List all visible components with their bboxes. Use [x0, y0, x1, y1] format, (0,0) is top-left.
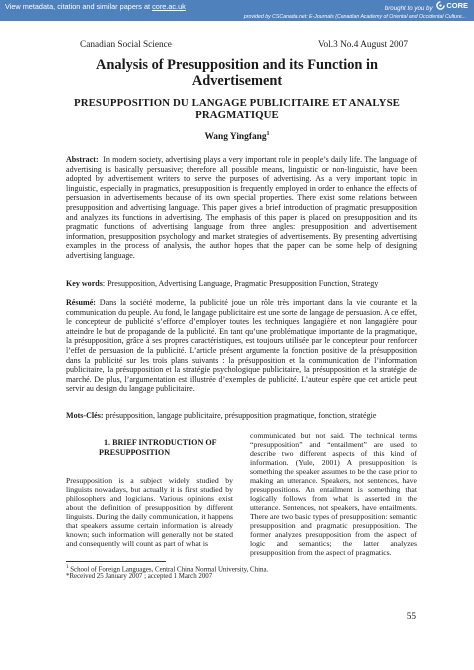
french-title-line1: PRESUPPOSITION DU LANGAGE PUBLICITAIRE ET ANALYSE: [74, 97, 400, 109]
french-title-line2: PRAGMATIQUE: [195, 109, 279, 122]
mots-cles: [66, 411, 417, 421]
section-heading-line2: PRESUPPOSITION: [99, 448, 171, 457]
page-number: 55: [406, 612, 416, 622]
mots-cles-text: présupposition, langage publicitaire, présupposition pragmatique, fonction, stratégie: [103, 411, 377, 420]
abstract-text: In modern society, advertising plays a very important role in people’s daily life. The language of advertising is basically persuasive; therefore all possible means, linguistic or non-linguistic, have been adopted by advertisement writers to serve the purposes of advertising. As a very important topic in linguistic, especially in pragmatics, presupposition is frequently employed in order to enhance the effects of persuasion in advertisements because of its own special properties. There exist some relations between presupposition and advertising language. This paper gives a brief introduction of pragmatic presupposition and analyzes its functions in advertising. The emphasis of this paper is placed on presupposition and its pragmatic functions of advertising language from three angles: presupposition and advertisement information, presupposition psychology and market strategies of advertisements. By presenting advertising examples in the process of analysis, the author hopes that the paper can be some help of designing advertising language.: [66, 155, 417, 260]
author: [60, 131, 414, 142]
section-heading-line1: 1. BRIEF INTRODUCTION OF: [104, 438, 217, 447]
paper-title: [60, 57, 414, 89]
running-header: [80, 40, 408, 50]
journal-issue: Vol.3 No.4 August 2007: [318, 40, 408, 50]
brought-by-label: brought to you by: [384, 5, 433, 12]
author-footnote-mark: 1: [266, 131, 270, 137]
core-logo[interactable]: [436, 1, 468, 10]
section-heading: [66, 438, 236, 458]
resume-label: Résumé:: [66, 298, 96, 307]
keywords-label: Key words: [66, 279, 103, 288]
abstract-label: Abstract:: [66, 155, 99, 164]
core-link[interactable]: core.ac.uk: [152, 2, 186, 11]
author-name: Wang Yingfang: [204, 132, 267, 143]
footnote-rule: [66, 561, 166, 562]
resume-text: Dans la société moderne, la publicité joue un rôle très important dans la vie courante et la communication du peuple. Au fond, le langage publicitaire est une sorte de langage de persuasion. A ce effet, le concepteur de publicité s’efforce d’employer toutes les techniques langagière et non langagière pour atteindre le but de propagande de la publicité. En tant qu’une problématique importante de la pragmatique, la présupposition, grâce à ses propres caractéristiques, est toujours utilisée par le concepteur pour renforcer l’effet de persuasion de la publicité. L’article présent argumente la fonction positive de la présupposition dans la publicité sur les trois plans suivants : la présupposition et la communication de l’information publicitaire, la présupposition et la stratégie psychologique publicitaire, la présupposition et la stratégie de marché. De plus, l’argumentation est illustrée d’exemples de publicité. L’auteur espère que cet article peut servir au design du langage publicitaire.: [66, 298, 417, 394]
core-logo-icon: [436, 1, 445, 10]
footnote-mark: 1: [66, 565, 69, 570]
footnote-received: *Received 25 January 2007 ; accepted 1 March 2007: [66, 573, 213, 580]
abstract: [66, 155, 417, 261]
paper-title-line2: Advertisement: [191, 73, 283, 89]
core-logo-text: CORE: [446, 1, 468, 10]
journal-name: Canadian Social Science: [80, 40, 172, 50]
french-title: [60, 97, 414, 121]
left-column-text: Presupposition is a subject widely studied by linguists nowadays, but actually it is first studied by philosophers and logicians. Various opinions exist about the definition of presupposition by different linguists. During the daily communication, it happens that speakers assume certain information is already known; such information will generally not be stated and consequently will count as part of what is: [66, 476, 233, 548]
brought-by[interactable]: [385, 1, 468, 12]
core-banner: [0, 0, 474, 21]
paper-title-line1: Analysis of Presupposition and its Function in: [95, 57, 379, 73]
provided-by[interactable]: provided by CSCanada.net: E-Journals (Canadian Academy of Oriental and Occidental Culture...: [243, 14, 466, 20]
keywords-text: : Presupposition, Advertising Language, Pragmatic Presupposition Function, Strategy: [102, 279, 379, 288]
keywords: [66, 279, 417, 289]
core-metadata-label: View metadata, citation and similar papers at: [5, 2, 153, 11]
resume: [66, 298, 417, 394]
core-metadata-text[interactable]: [5, 2, 186, 11]
right-column-text: communicated but not said. The technical terms “presupposition” and “entailment” are used to describe two different aspects of this kind of information. (Yule, 2001) A presupposition is something the speaker assumes to be the case prior to making an utterance. Speakers, not sentences, have presuppositions. An entailment is something that logically follows from what is asserted in the utterance. Sentences, not speakers, have entailments. There are two basic types of presupposition: semantic presupposition and pragmatic presupposition. The former analyzes presupposition from the aspect of logic and semantics; the latter analyzes presupposition from the aspect of pragmatics.: [250, 431, 417, 557]
footnote-affiliation-text: School of Foreign Languages, Central China Normal University, China.: [68, 566, 269, 574]
mots-cles-label: Mots-Clés:: [66, 411, 104, 420]
